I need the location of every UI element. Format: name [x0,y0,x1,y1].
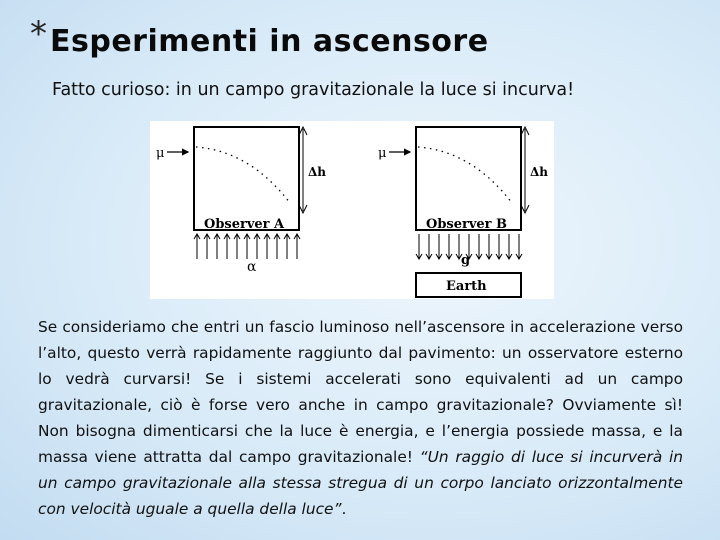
title-bullet: * [30,14,47,54]
g-label: g [461,253,471,268]
elevator-box-a [194,127,299,230]
panel-observer-a [156,127,326,275]
body-text: Se consideriamo che entri un fascio luminoso nell’ascensore in accelerazione verso l’alto, questo verrà rapidamente raggiunto dal pavimento: un osservatore esterno lo vedrà curvarsi! Se i sistemi accelerati sono equivalenti ad un campo gravitazionale, ciò è forse vero anche in campo gravitazionale? Ovviamente sì! Non bisogna dimenticarsi che la luce è energia, e l’energia possiede massa, e la massa viene attratta dal campo gravitazionale! [38,318,683,466]
light-path-a [196,147,290,203]
alpha-label: α [247,259,257,275]
body-paragraph [38,314,683,522]
mu-label-a: μ [156,146,165,161]
light-path-b [418,147,512,203]
observer-a-label: Observer A [204,217,285,232]
panel-observer-b [378,127,548,297]
elevator-box-b [416,127,521,230]
delta-h-label-a: Δh [308,165,327,179]
slide-title: Esperimenti in ascensore [50,24,489,59]
body-quote: “Un raggio di luce si incurverà in un campo gravitazionale alla stessa stregua di un corpo lanciato orizzontalmente con velocità uguale a quella della luce” [38,448,683,518]
body-end: . [341,500,347,518]
delta-h-label-b: Δh [530,165,549,179]
slide-subtitle: Fatto curioso: in un campo gravitazionale la luce si incurva! [52,80,575,100]
mu-label-b: μ [378,146,387,161]
elevator-diagram [150,121,554,299]
earth-label: Earth [446,279,487,294]
acceleration-arrows [194,234,300,259]
observer-b-label: Observer B [426,217,508,232]
